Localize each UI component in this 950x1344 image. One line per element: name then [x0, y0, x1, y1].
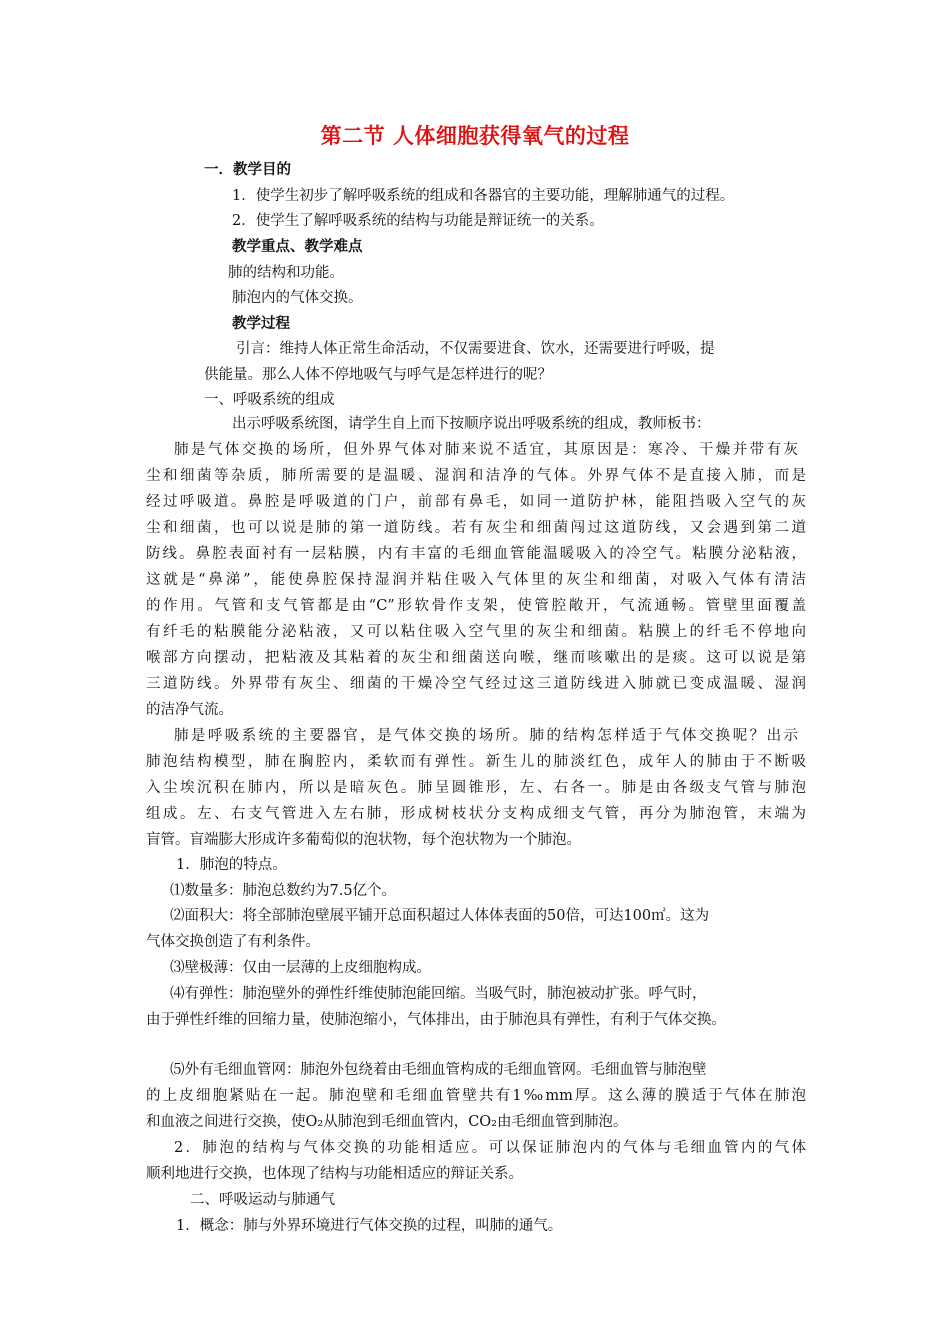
text-line: 的作用。气管和支气管都是由“C”形软骨作支架，使管腔敞开，气流通畅。管壁里面覆盖: [146, 598, 806, 614]
text-line: 有纤毛的粘膜能分泌粘液，又可以粘住吸入空气里的灰尘和细菌。粘膜上的纤毛不停地向: [146, 624, 806, 640]
list-item: ⑷有弹性：肺泡壁外的弹性纤维使肺泡能回缩。当吸气时，肺泡被动扩张。呼气时，: [170, 986, 707, 1002]
text-line: 肺是呼吸系统的主要器官，是气体交换的场所。肺的结构怎样适于气体交换呢？出示: [174, 728, 798, 744]
text-line: 尘和细菌等杂质，肺所需要的是温暖、湿润和洁净的气体。外界气体不是直接入肺，而是: [146, 468, 806, 484]
list-item: ⑴数量多：肺泡总数约为7.5亿个。: [170, 883, 397, 899]
subsection-heading: 二、呼吸运动与肺通气: [190, 1192, 335, 1208]
text-line: 由于弹性纤维的回缩力量，使肺泡缩小，气体排出，由于肺泡具有弹性，有利于气体交换。: [146, 1012, 726, 1028]
text-line: 和血液之间进行交换，使O₂从肺泡到毛细血管内，CO₂由毛细血管到肺泡。: [146, 1114, 628, 1130]
text-line: 肺泡结构模型，肺在胸腔内，柔软而有弹性。新生儿的肺淡红色，成年人的肺由于不断吸: [146, 754, 806, 770]
text-line: 顺利地进行交换，也体现了结构与功能相适应的辩证关系。: [146, 1166, 523, 1182]
list-heading: 1．肺泡的特点。: [176, 857, 287, 873]
text-line: 肺泡内的气体交换。: [232, 290, 363, 306]
section-heading-key-points: 教学重点、教学难点: [232, 239, 363, 255]
text-line: 三道防线。外界带有灰尘、细菌的干燥冷空气经过这三道防线进入肺就已变成温暖、湿润: [146, 676, 806, 692]
text-line: 引言：维持人体正常生命活动，不仅需要进食、饮水，还需要进行呼吸，提: [236, 341, 715, 357]
text-line: 盲管。盲端膨大形成许多葡萄似的泡状物，每个泡状物为一个肺泡。: [146, 832, 581, 848]
text-line: 防线。鼻腔表面衬有一层粘膜，内有丰富的毛细血管能温暖吸入的冷空气。粘膜分泌粘液，: [146, 546, 806, 562]
text-line: 1．使学生初步了解呼吸系统的组成和各器官的主要功能，理解肺通气的过程。: [232, 188, 735, 204]
list-item: ⑵面积大：将全部肺泡壁展平铺开总面积超过人体体表面的50倍，可达100㎡。这为: [170, 908, 710, 924]
text-line: 出示呼吸系统图，请学生自上而下按顺序说出呼吸系统的组成，教师板书：: [232, 416, 711, 432]
page-title: 第二节 人体细胞获得氧气的过程: [320, 124, 630, 148]
text-line: 组成。左、右支气管进入左右肺，形成树枝状分支构成细支气管，再分为肺泡管，末端为: [146, 806, 806, 822]
text-line: 2．肺泡的结构与气体交换的功能相适应。可以保证肺泡内的气体与毛细血管内的气体: [174, 1140, 806, 1156]
section-heading-objectives: 一．教学目的: [204, 162, 291, 178]
text-line: 尘和细菌，也可以说是肺的第一道防线。若有灰尘和细菌闯过这道防线，又会遇到第二道: [146, 520, 806, 536]
text-line: 气体交换创造了有利条件。: [146, 934, 320, 950]
text-line: 喉部方向摆动，把粘液及其粘着的灰尘和细菌送向喉，继而咳嗽出的是痰。这可以说是第: [146, 650, 806, 666]
text-line: 供能量。那么人体不停地吸气与呼气是怎样进行的呢？: [204, 367, 552, 383]
text-line: 入尘埃沉积在肺内，所以是暗灰色。肺呈圆锥形，左、右各一。肺是由各级支气管与肺泡: [146, 780, 806, 796]
list-item: ⑸外有毛细血管网：肺泡外包绕着由毛细血管构成的毛细血管网。毛细血管与肺泡壁: [170, 1062, 707, 1078]
list-item: ⑶壁极薄：仅由一层薄的上皮细胞构成。: [170, 960, 431, 976]
text-line: 的上皮细胞紧贴在一起。肺泡壁和毛细血管壁共有1‰mm厚。这么薄的膜适于气体在肺泡: [146, 1088, 806, 1104]
section-heading-process: 教学过程: [232, 316, 290, 332]
text-line: 1．概念：肺与外界环境进行气体交换的过程，叫肺的通气。: [176, 1218, 563, 1234]
text-line: 这就是“鼻涕”，能使鼻腔保持湿润并粘住吸入气体里的灰尘和细菌，对吸入气体有清洁: [146, 572, 806, 588]
subsection-heading: 一、呼吸系统的组成: [204, 392, 335, 408]
text-line: 的洁净气流。: [146, 702, 233, 718]
text-line: 肺是气体交换的场所，但外界气体对肺来说不适宜，其原因是：寒冷、干燥并带有灰: [174, 442, 798, 458]
text-line: 经过呼吸道。鼻腔是呼吸道的门户，前部有鼻毛，如同一道防护林，能阻挡吸入空气的灰: [146, 494, 806, 510]
text-line: 肺的结构和功能。: [228, 265, 344, 281]
text-line: 2．使学生了解呼吸系统的结构与功能是辩证统一的关系。: [232, 213, 604, 229]
